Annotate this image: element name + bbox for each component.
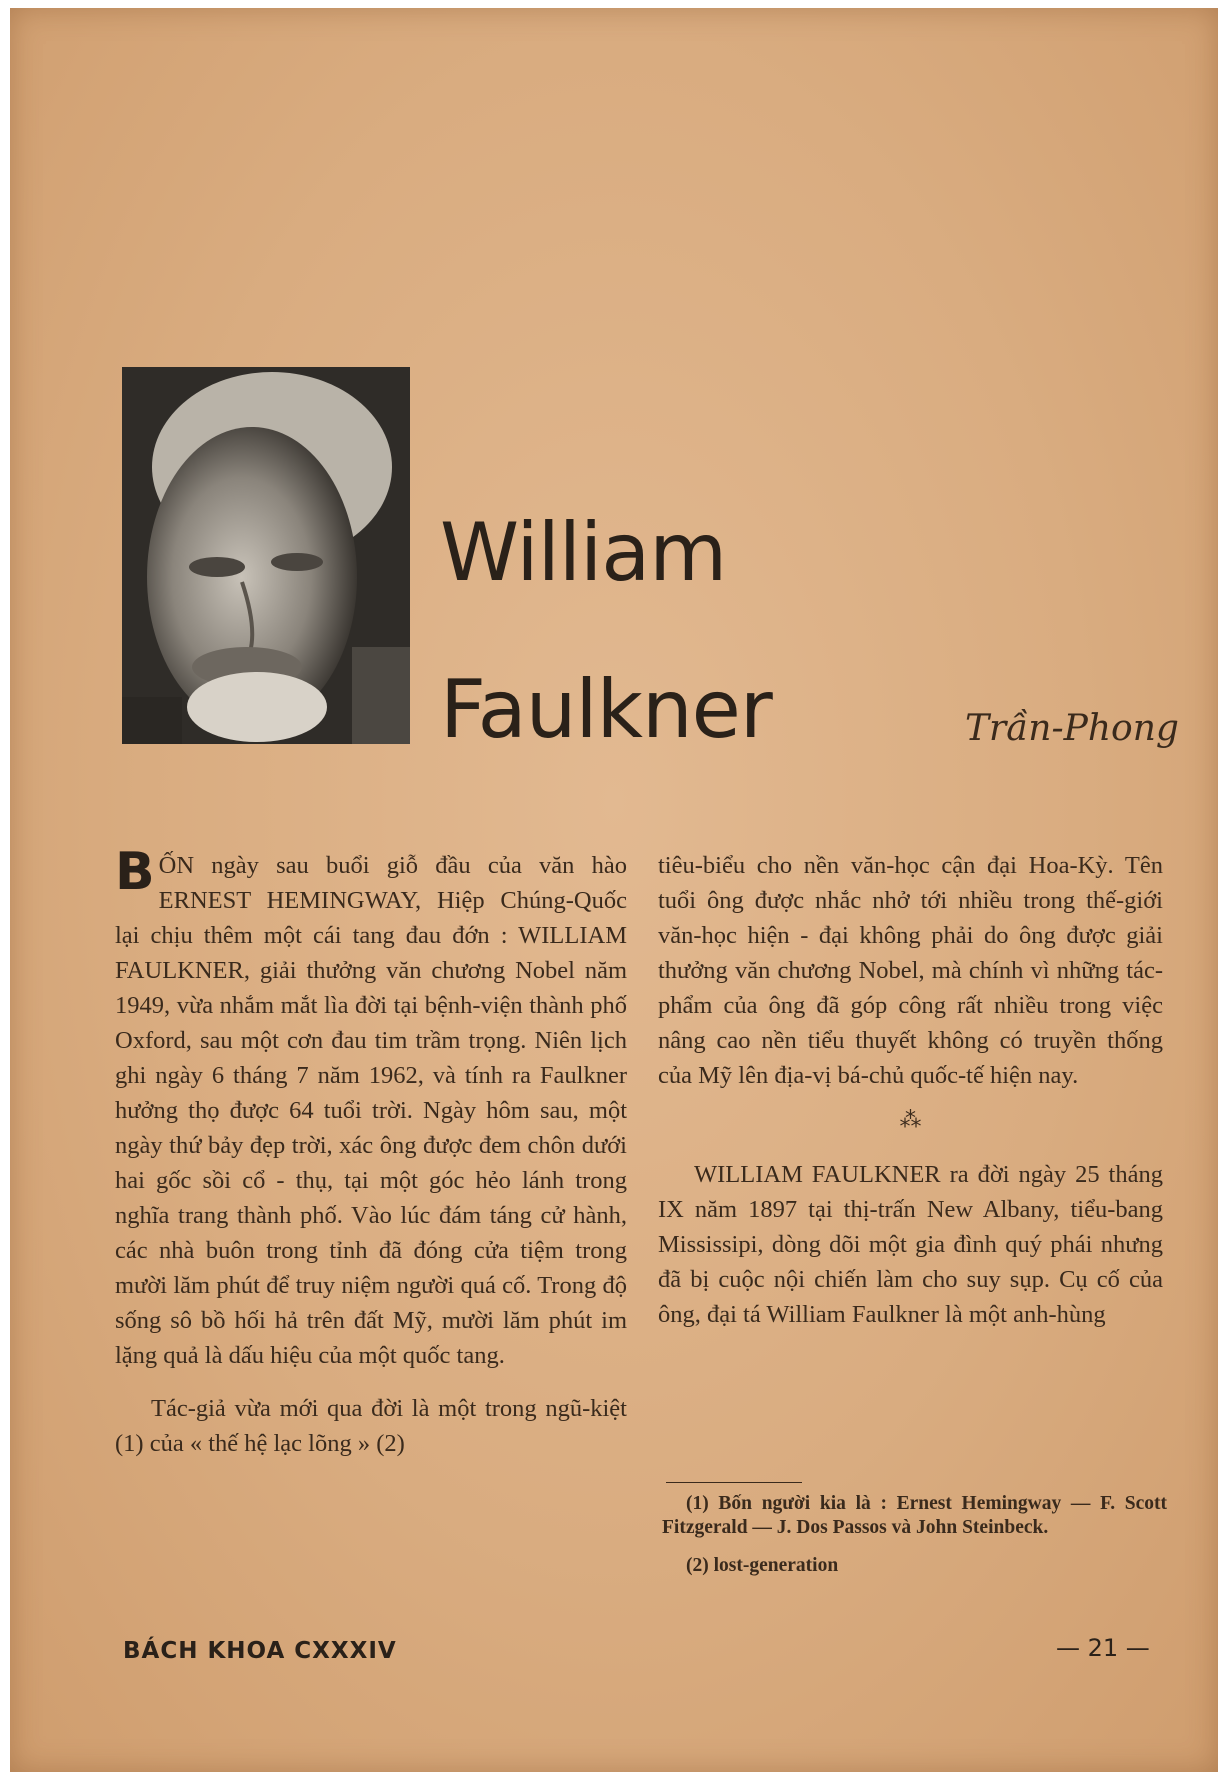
- section-separator-asterism: ⁂: [899, 1107, 922, 1132]
- page-number: — 21 —: [1056, 1634, 1150, 1662]
- drop-cap: B: [115, 842, 155, 902]
- article-title-first-name: William: [440, 506, 727, 599]
- second-paragraph: Tác-giả vừa mới qua đời là một trong ngũ-kiệt (1) của « thế hệ lạc lõng » (2): [115, 1395, 627, 1457]
- author-portrait-photo: [122, 367, 410, 744]
- article-title-last-name: Faulkner: [440, 663, 772, 756]
- opening-paragraph: [115, 842, 627, 1373]
- footnote-1: (1) Bốn người kia là : Ernest Hemingway — F. Scott Fitzgerald — J. Dos Passos và John Steinbeck.: [662, 1493, 1167, 1538]
- footnote-rule: [666, 1482, 802, 1483]
- footnotes: [662, 1492, 1167, 1592]
- opening-paragraph-text: ỐN ngày sau buổi giỗ đầu của văn hào ERNEST HEMINGWAY, Hiệp Chúng-Quốc lại chịu thêm một cái tang đau đớn : WILLIAM FAULKNER, giải thưởng văn chương Nobel năm 1949, vừa nhắm mắt lìa đời tại bệnh-viện thành phố Oxford, sau một cơn đau tim trầm trọng. Niên lịch ghi ngày 6 tháng 7 năm 1962, và tính ra Faulkner hưởng thọ được 64 tuổi trời. Ngày hôm sau, một ngày thứ bảy đẹp trời, xác ông được đem chôn dưới hai gốc sồi cổ - thụ, tại một góc hẻo lánh trong nghĩa trang thành phố. Vào lúc đám táng cử hành, các nhà buôn trong tỉnh đã đóng cửa tiệm trong mười lăm phút để truy niệm người quá cố. Trong độ sống sô bồ hối hả trên đất Mỹ, mười lăm phút im lặng quả là dấu hiệu của một quốc tang.: [115, 852, 627, 1369]
- author-signature: Trần-Phong: [965, 708, 1179, 749]
- biography-paragraph: WILLIAM FAULKNER ra đời ngày 25 tháng IX năm 1897 tại thị-trấn New Albany, tiểu-bang Mississipi, dòng dõi một gia đình quý phái nhưng đã bị cuộc nội chiến làm cho suy sụp. Cụ cố của ông, đại tá William Faulkner là một anh-hùng: [658, 1161, 1163, 1328]
- portrait-photo-icon: [122, 367, 410, 744]
- left-column: [115, 842, 627, 1479]
- publication-name: BÁCH KHOA CXXXIV: [123, 1638, 397, 1664]
- magazine-page: [10, 8, 1218, 1772]
- third-paragraph: tiêu-biểu cho nền văn-học cận đại Hoa-Kỳ. Tên tuổi ông được nhắc nhở tới nhiều trong thế-giới văn-học hiện - đại không phải do ông được giải thưởng văn chương Nobel, mà chính vì những tác-phẩm của ông đã góp công rất nhiều trong việc nâng cao nền tiểu thuyết không có truyền thống của Mỹ lên địa-vị bá-chủ quốc-tế hiện nay.: [658, 852, 1163, 1089]
- right-column: [658, 848, 1163, 1350]
- footnote-2: (2) lost-generation: [686, 1555, 839, 1576]
